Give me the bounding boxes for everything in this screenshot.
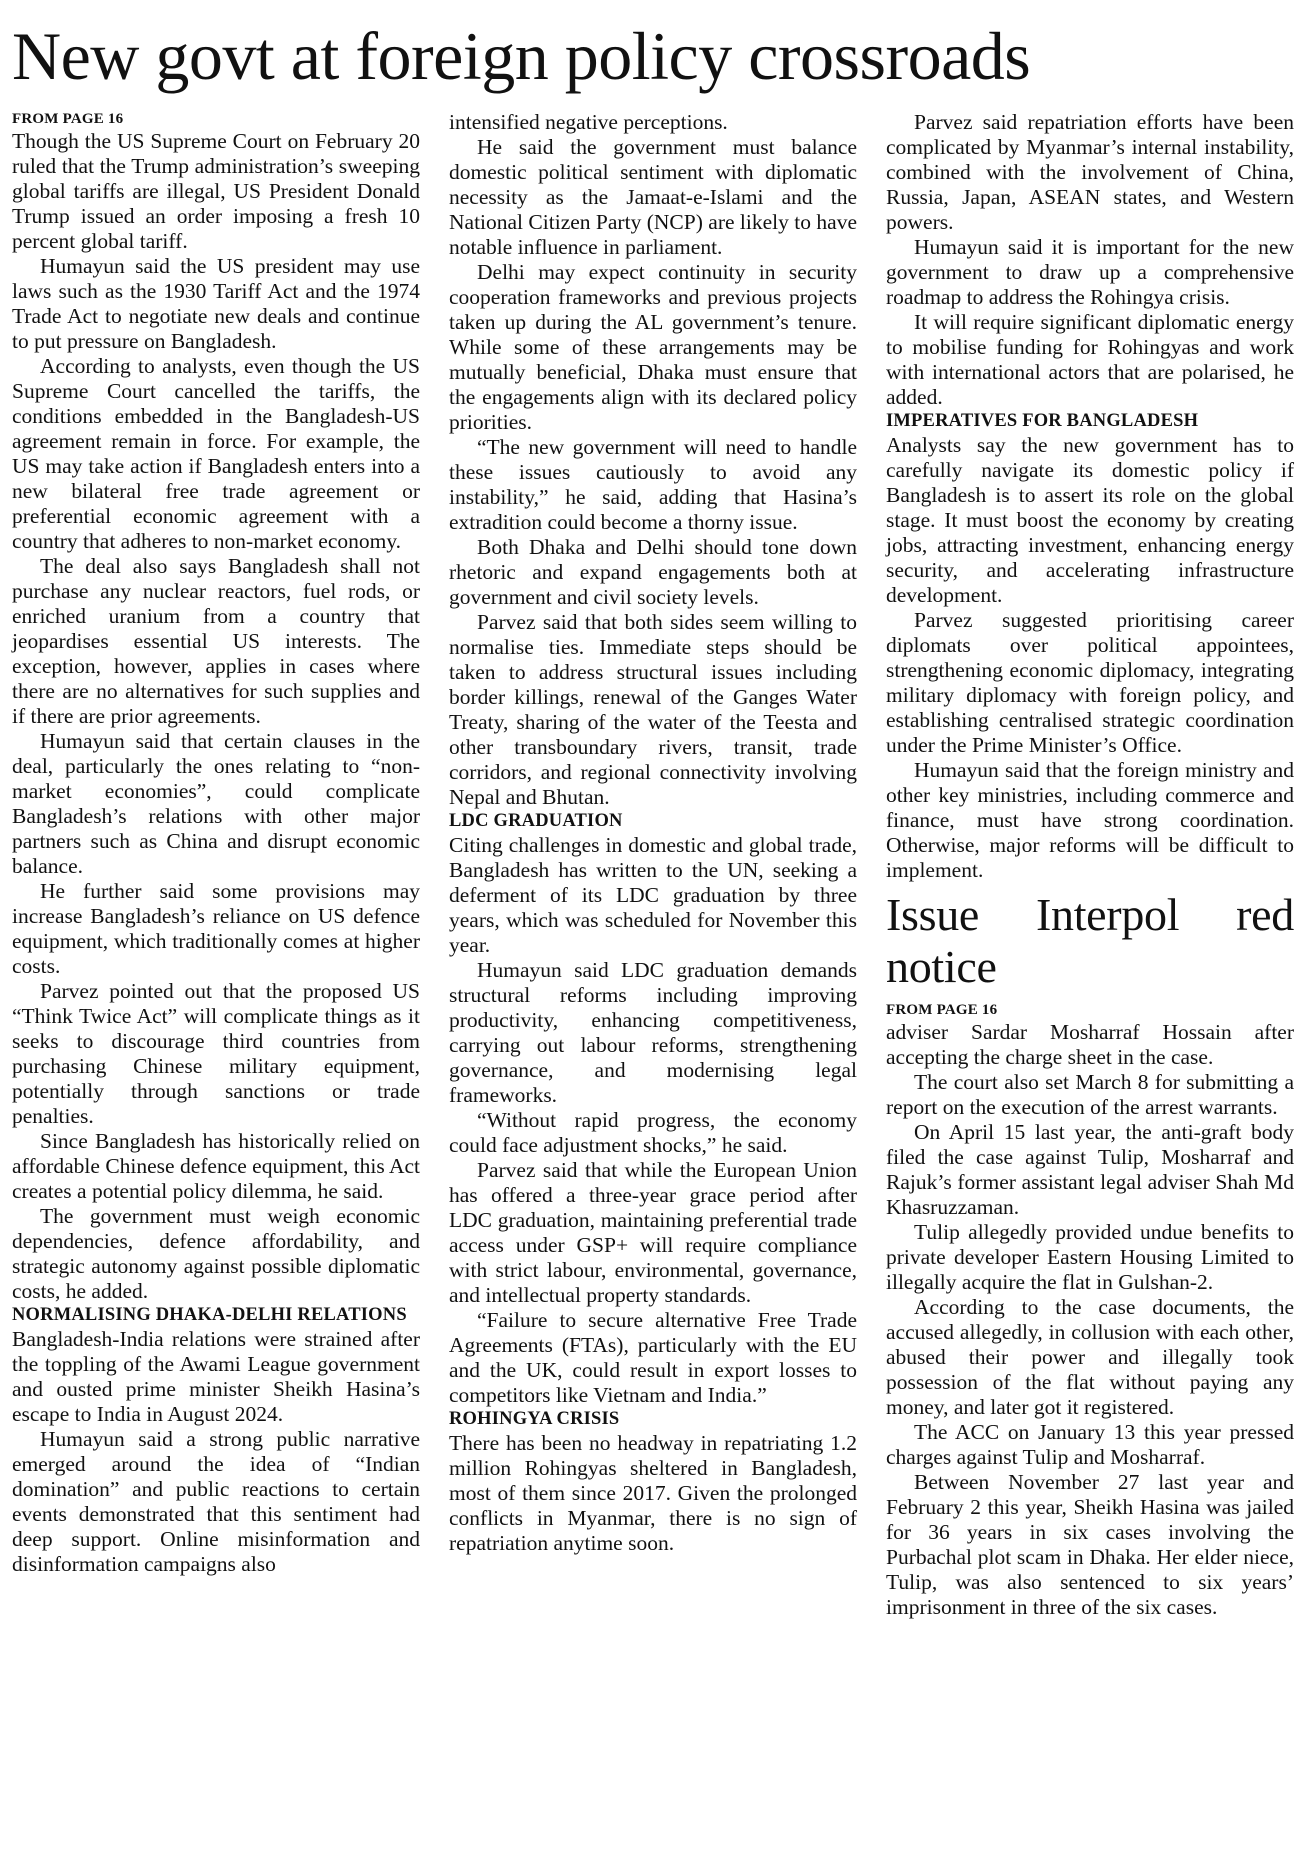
paragraph: Humayun said the US president may use laws such as the 1930 Tariff Act and the 1974 Trade Act to negotiate new deals and continue to put pressure on Bangladesh. (12, 254, 420, 353)
paragraph: Citing challenges in domestic and global trade, Bangladesh has written to the UN, seeking a deferment of its LDC graduation by three years, which was scheduled for November this year. (449, 833, 857, 957)
page-headline: New govt at foreign policy crossroads (12, 18, 1031, 94)
paragraph: Humayun said it is important for the new government to draw up a comprehensive roadmap to address the Rohingya crisis. (886, 235, 1294, 309)
paragraph: The ACC on January 13 this year pressed charges against Tulip and Mosharraf. (886, 1420, 1294, 1469)
paragraph: Parvez said that while the European Union has offered a three-year grace period after LDC graduation, maintaining preferential trade access under GSP+ will require compliance with strict labour, environmental, governance, and intellectual property standards. (449, 1158, 857, 1307)
paragraph: Between November 27 last year and February 2 this year, Sheikh Hasina was jailed for 36 years in six cases involving the Purbachal plot scam in Dhaka. Her elder niece, Tulip, was also sentenced to six years’ imprisonment in three of the six cases. (886, 1470, 1294, 1619)
paragraph: Since Bangladesh has historically relied on affordable Chinese defence equipment, this Act creates a potential policy dilemma, he said. (12, 1129, 420, 1203)
paragraph: On April 15 last year, the anti-graft body filed the case against Tulip, Mosharraf and Rajuk’s former assistant legal adviser Shah Md Khasruzzaman. (886, 1120, 1294, 1219)
paragraph: Humayun said a strong public narrative emerged around the idea of “Indian domination” and public reactions to certain events demonstrated that this sentiment had deep support. Online misinformation and disinformation campaigns also (12, 1427, 420, 1576)
paragraph: Humayun said that certain clauses in the deal, particularly the ones relating to “non-market economies”, could complicate Bangladesh’s relations with other major partners such as China and disrupt economic balance. (12, 729, 420, 878)
paragraph: The deal also says Bangladesh shall not purchase any nuclear reactors, fuel rods, or enriched uranium from a country that jeopardises essential US interests. The exception, however, applies in cases where there are no alternatives for such supplies and if there are prior agreements. (12, 554, 420, 728)
paragraph: Parvez pointed out that the proposed US “Think Twice Act” will complicate things as it seeks to discourage third countries from purchasing Chinese military equipment, potentially through sanctions or trade penalties. (12, 979, 420, 1128)
paragraph: Though the US Supreme Court on February 20 ruled that the Trump administration’s sweeping global tariffs are illegal, US President Donald Trump issued an order imposing a fresh 10 percent global tariff. (12, 129, 420, 253)
paragraph: The court also set March 8 for submitting a report on the execution of the arrest warrants. (886, 1070, 1294, 1119)
paragraph: “The new government will need to handle these issues cautiously to avoid any instability,” he said, adding that Hasina’s extradition could become a thorny issue. (449, 435, 857, 534)
paragraph: intensified negative perceptions. (449, 110, 728, 134)
paragraph: Parvez said that both sides seem willing to normalise ties. Immediate steps should be taken to address structural issues including border killings, renewal of the Ganges Water Treaty, sharing of the water of the Teesta and other transboundary rivers, transit, trade corridors, and regional connectivity involving Nepal and Bhutan. (449, 610, 857, 809)
jump-kicker: FROM PAGE 16 (886, 1002, 998, 1018)
paragraph: “Without rapid progress, the economy could face adjustment shocks,” he said. (449, 1108, 857, 1157)
paragraph: adviser Sardar Mosharraf Hossain after accepting the charge sheet in the case. (886, 1020, 1294, 1069)
paragraph: The government must weigh economic dependencies, defence affordability, and strategic autonomy against possible diplomatic costs, he added. (12, 1204, 420, 1303)
paragraph: Analysts say the new government has to carefully navigate its domestic policy if Bangladesh is to assert its role on the global stage. It must boost the economy by creating jobs, attracting investment, enhancing energy security, and accelerating infrastructure development. (886, 433, 1294, 607)
paragraph: According to analysts, even though the US Supreme Court cancelled the tariffs, the conditions embedded in the Bangladesh-US agreement remain in force. For example, the US may take action if Bangladesh enters into a new bilateral free trade agreement or preferential economic agreement with a country that adheres to non-market economy. (12, 354, 420, 553)
article-columns (12, 110, 1294, 1620)
section-subhead: LDC GRADUATION (449, 811, 623, 831)
paragraph: Delhi may expect continuity in security cooperation frameworks and previous projects taken up during the AL government’s tenure. While some of these arrangements may be mutually beneficial, Dhaka must ensure that the engagements align with its declared policy priorities. (449, 260, 857, 434)
column-3 (886, 110, 1294, 1620)
paragraph: Both Dhaka and Delhi should tone down rhetoric and expand engagements both at government and civil society levels. (449, 535, 857, 609)
paragraph: Parvez said repatriation efforts have been complicated by Myanmar’s internal instability, combined with the involvement of China, Russia, Japan, ASEAN states, and Western powers. (886, 110, 1294, 234)
paragraph: According to the case documents, the accused allegedly, in collusion with each other, abused their power and illegally took possession of the flat without paying any money, and later got it registered. (886, 1295, 1294, 1419)
column-2 (449, 110, 857, 1620)
paragraph: Parvez suggested prioritising career diplomats over political appointees, strengthening economic diplomacy, integrating military diplomacy with foreign policy, and establishing centralised strategic coordination under the Prime Minister’s Office. (886, 608, 1294, 757)
paragraph: Humayun said that the foreign ministry and other key ministries, including commerce and finance, must have strong coordination. Otherwise, major reforms will be difficult to implement. (886, 758, 1294, 882)
paragraph: Humayun said LDC graduation demands structural reforms including improving productivity, enhancing competitiveness, carrying out labour reforms, strengthening governance, and modernising legal frameworks. (449, 958, 857, 1107)
jump-kicker: FROM PAGE 16 (12, 111, 124, 127)
section-subhead: ROHINGYA CRISIS (449, 1409, 620, 1429)
paragraph: He said the government must balance domestic political sentiment with diplomatic necessity as the Jamaat-e-Islami and the National Citizen Party (NCP) are likely to have notable influence in parliament. (449, 135, 857, 259)
column-1 (12, 110, 420, 1620)
paragraph: Bangladesh-India relations were strained after the toppling of the Awami League government and ousted prime minister Sheikh Hasina’s escape to India in August 2024. (12, 1327, 420, 1426)
section-subhead: NORMALISING DHAKA-DELHI RELATIONS (12, 1305, 407, 1325)
paragraph: “Failure to secure alternative Free Trade Agreements (FTAs), particularly with the EU and the UK, could result in export losses to competitors like Vietnam and India.” (449, 1308, 857, 1407)
section-subhead: IMPERATIVES FOR BANGLADESH (886, 411, 1199, 431)
paragraph: He further said some provisions may increase Bangladesh’s reliance on US defence equipment, which traditionally comes at higher costs. (12, 879, 420, 978)
secondary-headline: Issue Interpol red notice (886, 889, 1294, 992)
paragraph: Tulip allegedly provided undue benefits to private developer Eastern Housing Limited to illegally acquire the flat in Gulshan-2. (886, 1220, 1294, 1294)
paragraph: There has been no headway in repatriating 1.2 million Rohingyas sheltered in Bangladesh, most of them since 2017. Given the prolonged conflicts in Myanmar, there is no sign of repatriation anytime soon. (449, 1431, 857, 1555)
paragraph: It will require significant diplomatic energy to mobilise funding for Rohingyas and work with international actors that are polarised, he added. (886, 310, 1294, 409)
